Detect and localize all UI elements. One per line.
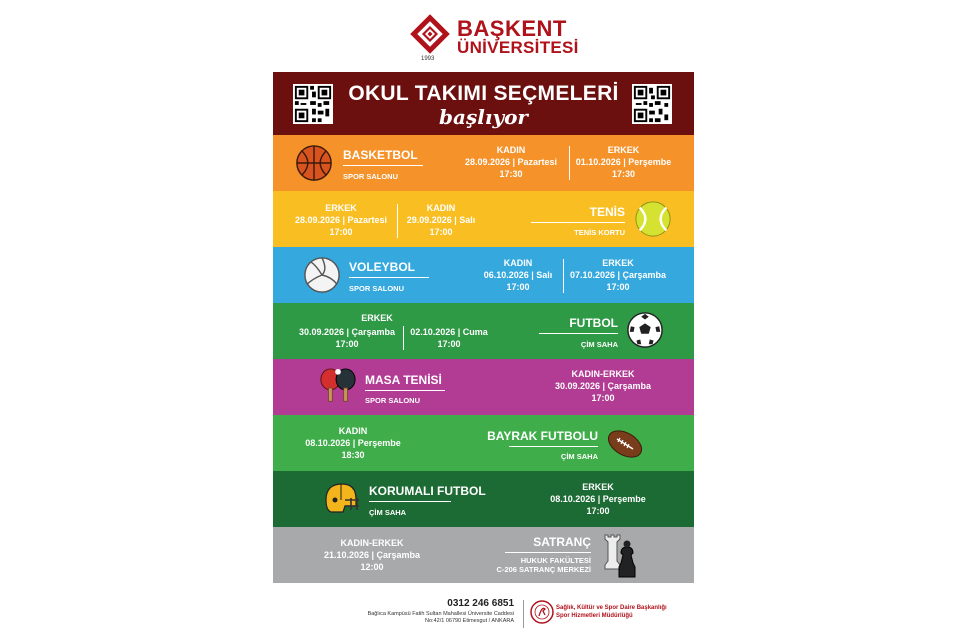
basketball-icon bbox=[295, 144, 333, 182]
session-group: ERKEK bbox=[582, 482, 614, 492]
session-group: ERKEK bbox=[325, 203, 357, 213]
session-kadin-erkek bbox=[317, 537, 427, 573]
row-basketbol bbox=[273, 135, 694, 191]
session-kadin bbox=[303, 425, 403, 461]
session-time: 18:30 bbox=[341, 450, 365, 460]
session-date: 02.10.2026 | Cuma bbox=[410, 327, 488, 337]
sport-name: KORUMALI FUTBOL bbox=[369, 484, 486, 498]
venue: ÇİM SAHA bbox=[369, 508, 407, 517]
department-line1: Sağlık, Kültür ve Spor Daire Başkanlığı bbox=[556, 605, 667, 611]
session-separator bbox=[403, 326, 404, 350]
tryouts-poster bbox=[273, 72, 694, 583]
session-kadin bbox=[465, 257, 571, 293]
session-time: 17:00 bbox=[437, 339, 461, 349]
divider-line bbox=[369, 501, 451, 502]
footer bbox=[360, 598, 690, 630]
tennis-ball-icon bbox=[634, 200, 672, 238]
venue-room: C-206 SATRANÇ MERKEZİ bbox=[496, 565, 591, 574]
venue: ÇİM SAHA bbox=[560, 452, 598, 461]
address-line1: Bağlıca Kampüsü Fatih Sultan Mahallesi Üniversite Caddesi bbox=[367, 611, 514, 617]
session-group: ERKEK bbox=[607, 145, 640, 155]
divider-line bbox=[343, 165, 423, 166]
session-time: 17:00 bbox=[335, 339, 359, 349]
session-date: 06.10.2026 | Salı bbox=[483, 270, 553, 280]
session-date: 30.09.2026 | Çarşamba bbox=[554, 381, 652, 391]
divider-line bbox=[365, 390, 445, 391]
volleyball-icon bbox=[303, 256, 341, 294]
sport-name: BAYRAK FUTBOLU bbox=[487, 429, 598, 443]
session-date: 07.10.2026 | Çarşamba bbox=[569, 270, 667, 280]
divider-line bbox=[531, 222, 625, 223]
university-name-line1: BAŞKENT bbox=[457, 16, 567, 41]
soccer-ball-icon bbox=[626, 311, 664, 349]
session-kadin bbox=[456, 144, 566, 180]
divider-line bbox=[509, 446, 598, 447]
divider-line bbox=[505, 552, 591, 553]
session-date: 08.10.2026 | Perşembe bbox=[550, 494, 646, 504]
footer-divider bbox=[523, 600, 524, 628]
phone-number: 0312 246 6851 bbox=[447, 598, 514, 609]
session-group-heading: ERKEK bbox=[361, 313, 393, 323]
sport-name: BASKETBOL bbox=[343, 148, 418, 162]
american-football-icon bbox=[605, 427, 645, 461]
address-line2: No:42/1 06790 Etimesgut / ANKARA bbox=[425, 618, 514, 624]
row-futbol bbox=[273, 303, 694, 359]
founding-year: 1993 bbox=[421, 56, 435, 62]
venue: SPOR SALONU bbox=[343, 172, 399, 181]
session-kadin-erkek bbox=[538, 368, 668, 404]
poster-title: OKUL TAKIMI SEÇMELERİ bbox=[348, 82, 619, 105]
session-time: 17:00 bbox=[329, 227, 353, 237]
session-date: 08.10.2026 | Perşembe bbox=[305, 438, 401, 448]
session-time: 12:00 bbox=[360, 562, 384, 572]
session-erkek bbox=[564, 257, 672, 293]
session-2 bbox=[405, 326, 493, 350]
session-erkek bbox=[287, 202, 395, 238]
sport-name: TENİS bbox=[589, 205, 625, 219]
session-group: ERKEK bbox=[602, 258, 634, 268]
session-group: KADIN bbox=[338, 426, 368, 436]
session-date: 21.10.2026 | Çarşamba bbox=[323, 550, 421, 560]
address bbox=[368, 611, 514, 625]
football-helmet-icon bbox=[321, 480, 361, 518]
divider-line bbox=[539, 333, 618, 334]
row-voleybol bbox=[273, 247, 694, 303]
university-emblem-icon bbox=[410, 14, 450, 54]
session-group: KADIN bbox=[496, 145, 526, 155]
session-time: 17:00 bbox=[586, 506, 610, 516]
session-group: KADIN-ERKEK bbox=[571, 369, 635, 379]
session-date: 01.10.2026 | Perşembe bbox=[575, 157, 672, 167]
session-group: KADIN-ERKEK bbox=[340, 538, 404, 548]
session-date: 28.09.2026 | Pazartesi bbox=[294, 215, 388, 225]
row-tenis bbox=[273, 191, 694, 247]
venue: ÇİM SAHA bbox=[580, 340, 618, 349]
session-time: 17:00 bbox=[429, 227, 453, 237]
session-erkek bbox=[543, 481, 653, 517]
department-line2: Spor Hizmetleri Müdürlüğü bbox=[556, 613, 633, 619]
session-date: 29.09.2026 | Salı bbox=[406, 215, 476, 225]
session-group: KADIN bbox=[503, 258, 533, 268]
session-date: 30.09.2026 | Çarşamba bbox=[298, 327, 396, 337]
session-time: 17:30 bbox=[499, 169, 523, 179]
row-satranc bbox=[273, 527, 694, 583]
session-separator bbox=[397, 204, 398, 238]
session-erkek bbox=[571, 144, 676, 180]
session-date: 28.09.2026 | Pazartesi bbox=[464, 157, 558, 167]
row-masa-tenisi bbox=[273, 359, 694, 415]
session-group: KADIN bbox=[426, 203, 456, 213]
sport-name: FUTBOL bbox=[569, 316, 618, 330]
session-time: 17:00 bbox=[606, 282, 630, 292]
session-time: 17:30 bbox=[611, 169, 636, 179]
row-bayrak-futbolu bbox=[273, 415, 694, 471]
venue: TENİS KORTU bbox=[574, 228, 625, 237]
department-emblem-icon bbox=[530, 599, 554, 627]
venue: HUKUK FAKÜLTESİ bbox=[520, 556, 591, 565]
university-name-line2: ÜNİVERSİTESİ bbox=[457, 38, 579, 57]
session-time: 17:00 bbox=[591, 393, 615, 403]
session-1 bbox=[295, 326, 399, 350]
venue: SPOR SALONU bbox=[349, 284, 405, 293]
session-time: 17:00 bbox=[506, 282, 530, 292]
venue: SPOR SALONU bbox=[365, 396, 421, 405]
divider-line bbox=[349, 277, 429, 278]
session-separator bbox=[569, 146, 570, 180]
university-logo bbox=[410, 12, 579, 62]
session-kadin bbox=[399, 202, 483, 238]
row-korumali-futbol bbox=[273, 471, 694, 527]
sport-name: SATRANÇ bbox=[533, 535, 591, 549]
sport-name: VOLEYBOL bbox=[349, 260, 416, 274]
poster-header bbox=[273, 72, 694, 135]
sport-name: MASA TENİSİ bbox=[365, 373, 442, 387]
table-tennis-icon bbox=[319, 367, 357, 407]
poster-subtitle: başlıyor bbox=[439, 105, 528, 129]
department-name bbox=[556, 604, 667, 620]
chess-pieces-icon bbox=[597, 533, 641, 579]
